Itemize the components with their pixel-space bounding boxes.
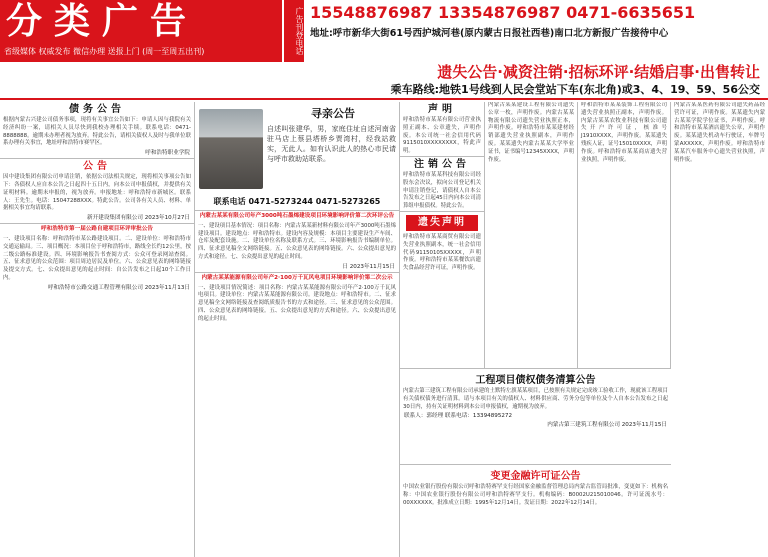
classified-text-6: 内蒙古某某医药有限公司遗失药品经营许可证，声明作废。某某遗失内蒙古某某学院学位证书，声明作废。呼和浩特市某某酒店遗失公章，声明作废。某某遗失机动车行驶证，车牌号蒙AXXXXX，声明作废。呼和浩特市某某汽车服务中心遗失营业执照，声明作废。 <box>674 102 765 163</box>
road-project-signature: 呼和浩特市公路交通工程管理有限公司 2023年11月13日 <box>47 284 190 291</box>
debt-clearance-contact: 联系人：郭经理 联系电话：13394895272 <box>404 413 513 420</box>
env-assessment-notice <box>195 213 399 273</box>
masthead <box>0 0 768 62</box>
logo-subtitle: 省级媒体 权威发布 微信办理 送报上门 (周一至周五出刊) <box>4 47 205 56</box>
announcement-signature: 新开建设集团有限公司 2023年10月27日 <box>87 215 190 222</box>
env-assessment-title: 内蒙古某某有限公司年产3000吨石墨烯建设项目环境影响评价第二次环评公告 <box>199 213 395 219</box>
announcement-text: 因中建设集团有限公司申请注销，依据公司法相关规定，现将相关事项公告如下：各债权人应自本公告之日起四十五日内，向本公司申报债权，并提供有关证明材料。逾期未申报的，视为放弃。申报地址：呼和浩特市新城区。联系人：王先生。电话：15047288XXX。特此公告。公司各有关人员、材料、单据相关事宜均请联系。 <box>3 174 191 212</box>
search-kin-notice <box>195 105 399 211</box>
logo-title: 分类广告 <box>6 1 199 42</box>
service-notice: 遗失公告·减资注销·招标环评·结婚启事·出售转让 <box>0 62 768 82</box>
classified-text-4: 内蒙古某某建设工程有限公司遗失公章一枚，声明作废。内蒙古某某物流有限公司遗失营业执照正本，声明作废。呼和浩特市某某建材经销部遗失营业执照副本，声明作废。某某遗失内蒙古某某大学毕业证书，证书编号12345XXXX，声明作废。 <box>488 102 574 163</box>
phone-numbers: 15548876987 13354876987 0471-6635651 <box>310 3 696 22</box>
ad-phone-label: 广告刊登电话 <box>284 0 304 62</box>
deregistration-title: 注销公告 <box>414 158 470 170</box>
env-assessment-text: 一、建设项目基本情况：项目名称：内蒙古某某新材料有限公司年产3000吨石墨烯建设项目。建设地点：呼和浩特市。建设内容及规模：本项目主要建设生产车间、仓库及配套设施。二、建设单位名称及联系方式。三、环境影响报告书编制单位。四、征求意见稿全文网络链接。五、公众意见表的网络链接。六、公众提出意见的方式和途径。七、公众提出意见的起止时间。 <box>198 222 396 260</box>
address-line: 地址:呼市新华大街61号西护城河巷(原内蒙古日报社西巷)南口北方新报广告接待中心 <box>310 28 669 39</box>
env-assessment-signature: 日 2023年11月15日 <box>342 263 395 270</box>
debt-notice-text: 根据内蒙古兴建公司债务事项，现将有关事宜公告如下：申请人因与我院有关经济纠纷一案，请相关人员尽快到我校办理相关手续。联系电话：0471-8888888。逾期未办理者视为放弃。特此公告，请相关债权人及时与我单位联系办理有关事宜，地址呼和浩特市赛罕区。 <box>3 117 191 147</box>
debt-clearance-text: 内蒙古第三建筑工程有限公司承建的土默特左旗某某项目，已按照有关规定完成竣工验收工作，现就该工程项目有关债权债务进行清算。请与本项目有关的债权人、材料供应商、劳务分包等单位及个人自本公告发布之日起30日内，持有关证明材料到本公司申报债权，逾期视为放弃。 <box>403 388 668 410</box>
debt-clearance-notice <box>400 368 671 464</box>
divider <box>0 98 768 100</box>
statement <box>400 103 484 157</box>
search-kin-title: 寻亲公告 <box>311 107 355 120</box>
license-change-text: 中国农业银行股份有限公司呼和浩特赛罕支行经国家金融监督管理总局内蒙古监管局批准，变更如下：机构名称：中国农业银行股份有限公司呼和浩特赛罕支行。机构编码：B0002U215010046。许可证流水号：00XXXXXX。批准成立日期：1995年12月14日。发证日期：2022年12月14日。 <box>403 484 668 506</box>
debt-clearance-title: 工程项目债权债务清算公告 <box>475 375 596 386</box>
statement-text: 呼和浩特市某某有限公司营业执照正副本、公章遗失，声明作废。本公司统一社会信用代码9115010XXXXXXXX，特此声明。 <box>403 117 481 155</box>
license-change-notice <box>400 464 671 557</box>
search-kin-text: 自述叫张建华，男，家庭住址自述河南省驻马店上蔡县塔桥乡贾湾村，经我站救实，无此人。如有认识此人的热心市民请与呼市救助站联系。 <box>267 125 396 163</box>
road-project-title: 呼和浩特市第一届公路自建项目环评审批公告 <box>41 226 153 233</box>
wind-project-notice <box>195 275 399 324</box>
announcement <box>0 160 194 224</box>
bus-route: 乘车路线:地铁1号线到人民会堂站下车(东北角)或3、4、19、59、56公交 <box>390 83 760 96</box>
debt-clearance-signature: 内蒙古第三建筑工程有限公司 2023年11月15日 <box>547 422 667 429</box>
announcement-title: 公告 <box>83 161 111 173</box>
column-1 <box>0 102 195 557</box>
search-kin-phone: 联系电话 0471-5273244 0471-5273265 <box>213 197 381 206</box>
road-project-text: 一、建设项目名称：呼和浩特市某公路建设项目。二、建设单位：呼和浩特市交通运输局。三、项目概况：本项目位于呼和浩特市，路线全长约12公里，按二级公路标准建设。四、环境影响报告书查阅方式：公众可登录网站查阅。五、征求意见的公众范围：项目周边居民及单位。六、公众意见表的网络链接及提交方式。七、公众提出意见的起止时间：自公告发布之日起10个工作日内。 <box>3 235 191 281</box>
deregistration-text: 呼和浩特市某某科技有限公司经股东会决议，拟向公司登记机关申请注销登记，请债权人自本公告发布之日起45日内向本公司清算组申报债权。特此公告。 <box>403 171 481 210</box>
lost-statement-text: 呼和浩特市某某商贸有限公司遗失营业执照副本，统一社会信用代码91150105XXXXX，声明作废。呼和浩特市某某餐饮店遗失食品经营许可证，声明作废。 <box>403 233 481 272</box>
wind-project-title: 内蒙古某某能源有限公司年产2·100万千瓦风电项目环境影响评价第二次公示 <box>201 274 393 281</box>
debt-notice-signature: 呼和浩特职业学院 <box>145 150 190 157</box>
statement-title: 声明 <box>428 104 456 115</box>
debt-notice <box>0 103 194 159</box>
logo-block <box>0 0 282 62</box>
license-change-title: 变更金融许可证公告 <box>490 471 581 482</box>
deregistration-notice <box>400 158 484 212</box>
wind-project-text: 一、建设项目情况简述：项目名称：内蒙古某某能源有限公司年产2·100万千瓦风电项目。建设单位：内蒙古某某能源有限公司。建设地点：呼和浩特市。二、征求意见稿全文网络链接及查阅纸质报告书的方式和途径。三、征求意见的公众范围。四、公众意见表的网络链接。五、公众提出意见的方式和途径。六、公众提出意见的起止时间。 <box>198 284 396 322</box>
debt-notice-title: 债务公告 <box>69 104 125 115</box>
lost-statement <box>400 215 484 273</box>
column-6 <box>671 102 768 557</box>
column-2 <box>195 102 400 557</box>
classified-text-5: 呼和浩特市某某装饰工程有限公司遗失营业执照正副本，声明作废。内蒙古某某农牧业科技有限公司遗失开户许可证，核准号J1910XXXX，声明作废。某某遗失残疾人证，证号15010XXXX，声明作废。呼和浩特市某某商店遗失营业执照，声明作废。 <box>581 102 667 163</box>
road-project-notice <box>0 226 194 292</box>
person-photo <box>199 109 263 189</box>
lost-statement-title: 遗失声明 <box>406 215 478 231</box>
